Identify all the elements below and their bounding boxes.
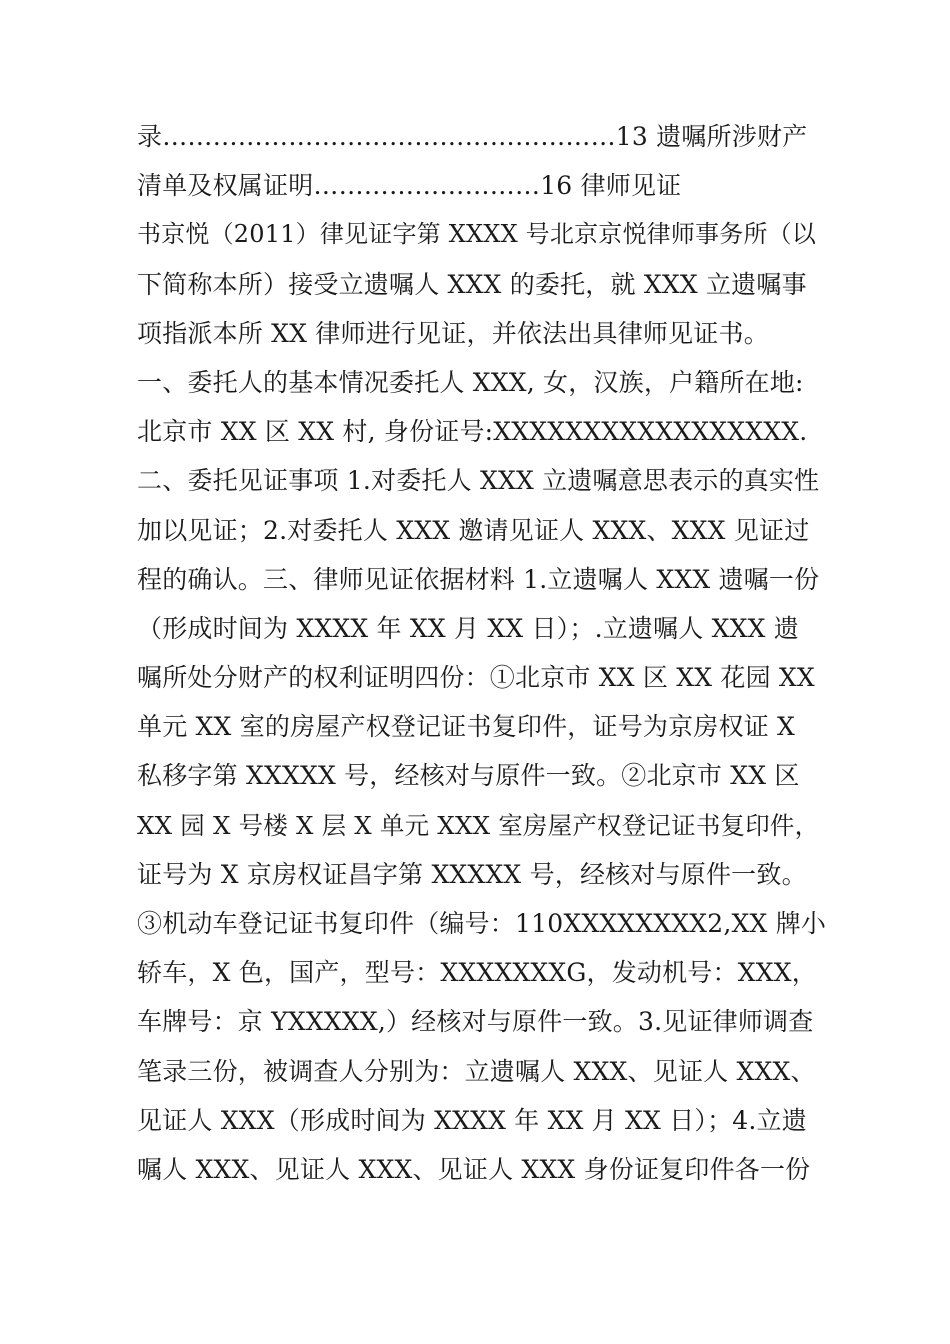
text-line: 车牌号：京 YXXXXX,）经核对与原件一致。3.见证律师调查: [137, 1007, 814, 1037]
text-line: 清单及权属证明………………………16 律师见证: [137, 171, 682, 201]
text-line: 下简称本所）接受立遗嘱人 XXX 的委托，就 XXX 立遗嘱事: [137, 269, 807, 299]
text-line: 录………………………………………………13 遗嘱所涉财产: [137, 122, 808, 151]
text-line: 程的确认。三、律师见证依据材料 1.立遗嘱人 XXX 遗嘱一份: [137, 564, 820, 594]
text-line: ③机动车登记证书复印件（编号：110XXXXXXXX2,XX 牌小: [137, 909, 827, 938]
text-line: 嘱人 XXX、见证人 XXX、见证人 XXX 身份证复印件各一份: [137, 1154, 811, 1184]
text-line: 私移字第 XXXXX 号，经核对与原件一致。②北京市 XX 区: [137, 761, 800, 791]
text-line: 项指派本所 XX 律师进行见证，并依法出具律师见证书。: [137, 318, 769, 348]
text-line: （形成时间为 XXXX 年 XX 月 XX 日）；.立遗嘱人 XXX 遗: [137, 613, 799, 643]
document-body: [137, 112, 827, 1194]
text-line: 嘱所处分财产的权利证明四份：①北京市 XX 区 XX 花园 XX: [137, 663, 815, 693]
text-line: 见证人 XXX（形成时间为 XXXX 年 XX 月 XX 日）；4.立遗: [137, 1105, 807, 1135]
text-line: 单元 XX 室的房屋产权登记证书复印件，证号为京房权证 X: [137, 712, 796, 742]
text-line: 证号为 X 京房权证昌字第 XXXXX 号，经核对与原件一致。: [137, 859, 807, 889]
text-line: 加以见证；2.对委托人 XXX 邀请见证人 XXX、XXX 见证过: [137, 515, 810, 545]
text-line: 轿车，X 色，国产，型号：XXXXXXXG，发动机号：XXX，: [137, 958, 817, 988]
text-line: 笔录三份，被调查人分别为：立遗嘱人 XXX、见证人 XXX、: [137, 1056, 816, 1086]
text-line: 二、委托见证事项 1.对委托人 XXX 立遗嘱意思表示的真实性: [137, 466, 820, 496]
text-line: 一、委托人的基本情况委托人 XXX, 女，汉族，户籍所在地:: [137, 367, 804, 397]
text-line: 书京悦（2011）律见证字第 XXXX 号北京京悦律师事务所（以: [137, 220, 817, 249]
text-line: XX 园 X 号楼 X 层 X 单元 XXX 室房屋产权登记证书复印件，: [137, 810, 820, 840]
text-line: 北京市 XX 区 XX 村, 身份证号:XXXXXXXXXXXXXXXXX.: [137, 417, 808, 447]
